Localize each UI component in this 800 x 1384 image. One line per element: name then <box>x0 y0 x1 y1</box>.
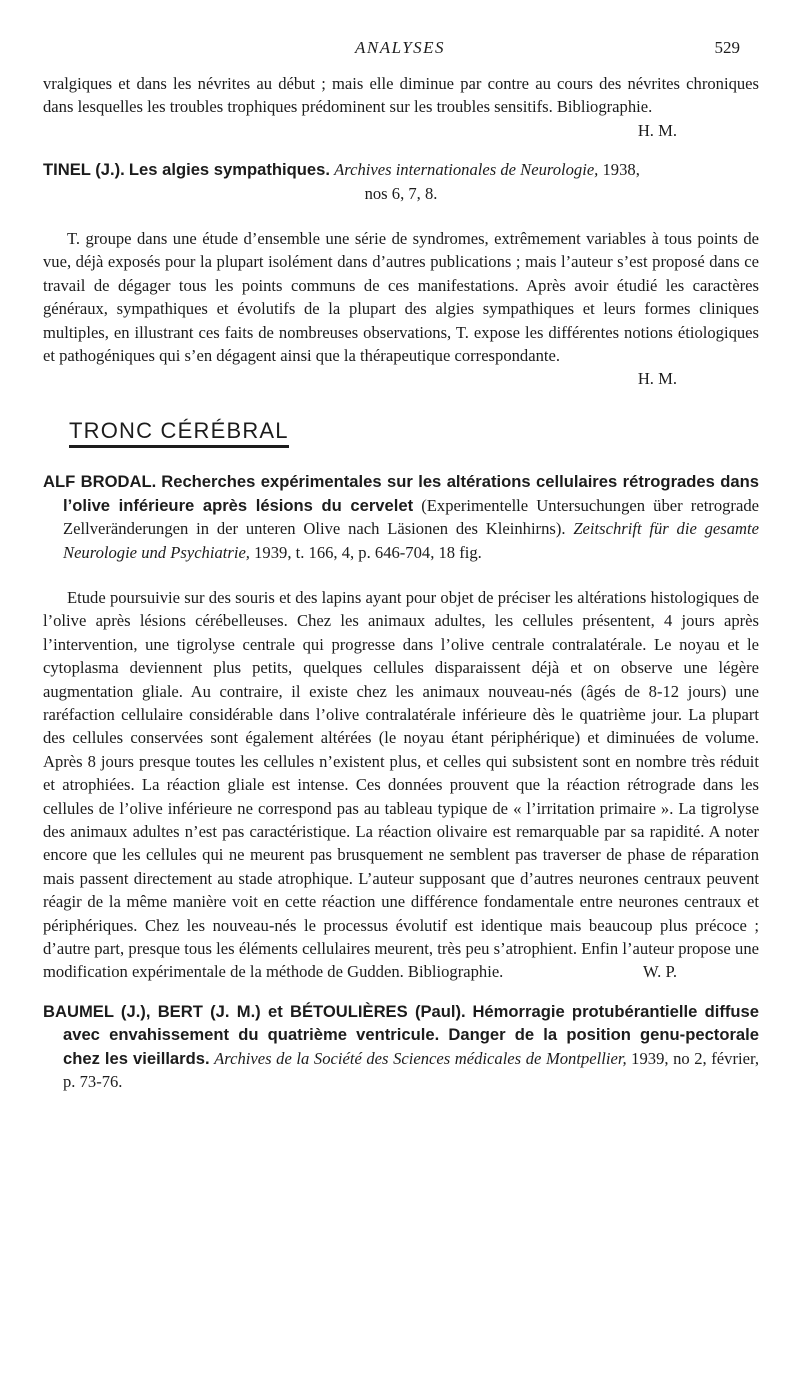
entry-brodal-subtitle: (Experimentelle Untersuchungen über retrograde Zellveränderungen in der unteren Olive nach Läsionen des Kleinhirns). <box>63 495 759 539</box>
entry-tinel-authors: TINEL (J.). <box>43 160 125 180</box>
section-heading-wrap <box>69 419 759 448</box>
entry-brodal-details: 1939, t. 166, 4, p. 646-704, 18 fig. <box>254 542 482 562</box>
entry-tinel-details: 1938, <box>602 160 640 180</box>
entry-baumel-authors: BAUMEL (J.), BERT (J. M.) et BÉTOULIÈRES (Paul). <box>43 1001 466 1021</box>
entry-brodal-title: Recherches expérimentales sur les altérations cellulaires rétrogrades dans l’olive inférieure après lésions du cervelet <box>63 472 759 515</box>
entry-baumel-details: 1939, no 2, février, p. 73-76. <box>63 1048 759 1092</box>
entry-tinel-signature: H. M. <box>637 369 677 389</box>
running-title: ANALYSES <box>354 38 446 57</box>
intro-paragraph: vralgiques et dans les névrites au début ; mais elle diminue par contre au cours des névrites chroniques dans lesquelles les troubles trophiques prédominent sur les troubles sensitifs. Bibliographie. <box>43 74 759 117</box>
entry-tinel-numbers: nos 6, 7, 8. <box>364 183 438 203</box>
entry-baumel <box>43 1000 759 1094</box>
entry-brodal-abstract-text: Etude poursuivie sur des souris et des lapins ayant pour objet de préciser les altérations histologiques de l’olive après lésions cérébelleuses. Chez les animaux adultes, les cellules présentent, 4 jours après l’intervention, une tigrolyse centrale qui progresse dans l’olive centrale contralatérale. Le noyau et le cytoplasma deviennent plus petits, quelques cellules disparaissent déjà et on observe une légère augmentation gliale. Au contraire, il existe chez les animaux nouveau-nés (âgés de 8-12 jours) une raréfaction cellulaire considérable dans l’olive contralatérale inférieure dès le quatrième jour. La plupart des cellules conservées sont également altérées (le noyau étant périphérique) et diminuées de volume. Après 8 jours presque toutes les cellules n’existent plus, et celles qui subsistent sont en nombre très réduit et atrophiées. La réaction gliale est intense. Ces données prouvent que la réaction rétrograde dans les cellules de l’olive inférieure ne correspond pas au tableau typique de « l’irritation primaire ». La tigrolyse des animaux adultes n’est pas caractéristique. La réaction olivaire est remarquable par sa rapidité. A noter encore que les cellules qui ne meurent pas brusquement ne semblent pas traverser de phase de réparation mais passent directement au stade atrophique. L’auteur supposant que d’autres neurones centraux peuvent réagir de la même manière voit en cette réaction une différence fondamentale entre neurones centraux et périphériques. Chez les nouveau-nés le processus évolutif est identique mais beaucoup plus précoce ; d’autre part, presque tous les éléments cellulaires meurent, très peu s’atrophient. Enfin l’auteur propose une modification expérimentale de la méthode de Gudden. Bibliographie. <box>43 587 759 982</box>
entry-tinel-title: Les algies sympathiques. <box>128 160 330 180</box>
entry-tinel <box>43 158 759 205</box>
entry-brodal <box>43 470 759 564</box>
entry-tinel-abstract: T. groupe dans une étude d’ensemble une série de syndromes, extrêmement variables à tous points de vue, déjà exposés pour la plupart isolément dans d’autres publications ; mais l’auteur s’est proposé dans ce travail de dégager tous les points communs de ces manifestations. Après avoir étudié les caractères généraux, sympathiques et évolutifs de la plupart des algies sympathiques et leurs formes cliniques multiples, en illustrant ces faits de nombreuses observations, T. expose les différentes notions étiologiques et pathogéniques qui s’en dégagent ainsi que la thérapeutique correspondante. <box>43 229 759 366</box>
entry-baumel-citation <box>43 1000 759 1094</box>
entry-baumel-title: Hémorragie protubérantielle diffuse avec envahissement du quatrième ventricule. Danger de la position genu-pectorale chez les vieillards. <box>63 1001 759 1068</box>
entry-baumel-journal: Archives de la Société des Sciences médicales de Montpellier, <box>214 1048 627 1068</box>
running-head <box>0 38 800 60</box>
intro-signature: H. M. <box>637 120 677 140</box>
section-heading: TRONC CÉRÉBRAL <box>69 419 289 448</box>
entry-brodal-citation <box>43 470 759 564</box>
content <box>43 72 759 1115</box>
entry-tinel-journal: Archives internationales de Neurologie, <box>334 160 599 180</box>
entry-brodal-signature: W. P. <box>643 962 677 982</box>
entry-tinel-citation <box>43 158 759 181</box>
entry-brodal-abstract <box>43 586 759 984</box>
entry-brodal-authors: ALF BRODAL. <box>43 472 157 492</box>
entry-brodal-journal: Zeitschrift für die gesamte Neurologie und Psychiatrie, <box>63 519 759 562</box>
page-number: 529 <box>714 38 740 57</box>
